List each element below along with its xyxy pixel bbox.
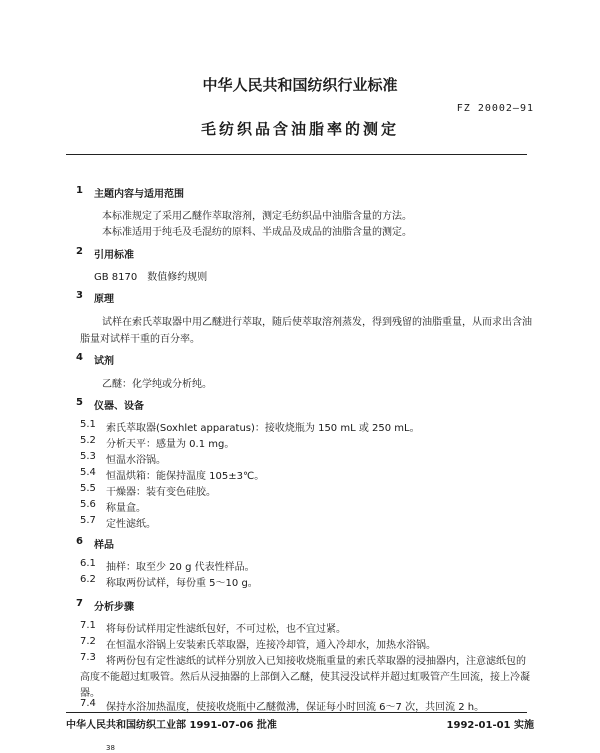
section-7-title: 分析步骤 (94, 602, 134, 613)
section-7-number: 7 (76, 598, 83, 609)
clause-text: 在恒温水浴锅上安装索氏萃取器，连接冷却管，通入冷却水，加热水浴锅。 (106, 640, 436, 651)
section-3-title: 原理 (94, 294, 114, 305)
clause-number: 5.5 (80, 483, 96, 494)
clause-text: 称取两份试样，每份重 5～10 g。 (106, 578, 258, 589)
page-number: 38 (106, 744, 115, 752)
clause-text: 抽样：取至少 20 g 代表性样品。 (106, 562, 255, 573)
clause-text-continued: 高度不能超过虹吸管。然后从浸抽器的上部倒入乙醚，使其浸没试样并超过虹吸管产生回流，接上冷凝 (80, 672, 530, 683)
clause-number: 7.2 (80, 636, 96, 647)
section-4-title: 试剂 (94, 356, 114, 367)
clause-text: 保持水浴加热温度，使接收烧瓶中乙醚微沸，保证每小时回流 6～7 次，共回流 2 h。 (106, 702, 485, 713)
section-1-paragraph: 本标准规定了采用乙醚作萃取溶剂，测定毛纺织品中油脂含量的方法。 (102, 211, 412, 222)
section-5-title: 仪器、设备 (94, 401, 144, 412)
section-6-title: 样品 (94, 540, 114, 551)
clause-text: 干燥器：装有变色硅胶。 (106, 487, 216, 498)
clause-number: 5.2 (80, 435, 96, 446)
section-1-paragraph: 本标准适用于纯毛及毛混纺的原料、半成品及成品的油脂含量的测定。 (102, 227, 412, 238)
section-4-paragraph: 乙醚：化学纯或分析纯。 (102, 379, 212, 390)
clause-number: 5.6 (80, 499, 96, 510)
clause-number: 5.4 (80, 467, 96, 478)
standard-code: FZ 20002—91 (456, 103, 534, 114)
clause-text: 索氏萃取器(Soxhlet apparatus)：接收烧瓶为 150 mL 或 250 mL。 (106, 423, 420, 434)
clause-number: 5.7 (80, 515, 96, 526)
approval-line: 中华人民共和国纺织工业部 1991-07-06 批准 (66, 720, 277, 731)
clause-text: 将每份试样用定性滤纸包好，不可过松，也不宜过紧。 (106, 624, 346, 635)
clause-number: 6.2 (80, 574, 96, 585)
section-3-paragraph: 脂量对试样干重的百分率。 (80, 334, 200, 345)
reference-standard: GB 8170 数值修约规则 (94, 272, 208, 283)
clause-number: 6.1 (80, 558, 96, 569)
section-6-number: 6 (76, 536, 83, 547)
clause-number: 7.1 (80, 620, 96, 631)
section-3-paragraph: 试样在索氏萃取器中用乙醚进行萃取，随后使萃取溶剂蒸发，得到残留的油脂重量，从而求出含油 (102, 317, 532, 328)
clause-text: 称量盒。 (106, 503, 146, 514)
clause-number: 7.3 (80, 652, 96, 663)
section-1-number: 1 (76, 185, 83, 196)
clause-text: 分析天平：感量为 0.1 mg。 (106, 439, 235, 450)
clause-text: 将两份包有定性滤纸的试样分别放入已知接收烧瓶重量的索氏萃取器的浸抽器内，注意滤纸包的 (106, 656, 526, 667)
standard-category-heading: 中华人民共和国纺织行业标准 (202, 76, 398, 94)
document-title: 毛纺织品含油脂率的测定 (200, 120, 399, 138)
footer-divider (66, 712, 527, 713)
section-5-number: 5 (76, 397, 83, 408)
header-divider (66, 154, 527, 155)
section-1-title: 主题内容与适用范围 (94, 189, 184, 200)
clause-number: 5.3 (80, 451, 96, 462)
implementation-date: 1992-01-01 实施 (446, 720, 534, 731)
section-3-number: 3 (76, 290, 83, 301)
clause-text: 定性滤纸。 (106, 519, 156, 530)
clause-number: 5.1 (80, 419, 96, 430)
clause-text: 恒温水浴锅。 (106, 455, 166, 466)
section-4-number: 4 (76, 352, 83, 363)
clause-text-continued: 器。 (80, 688, 100, 699)
section-2-number: 2 (76, 246, 83, 257)
clause-text: 恒温烘箱：能保持温度 105±3℃。 (106, 471, 265, 482)
section-2-title: 引用标准 (94, 250, 134, 261)
clause-number: 7.4 (80, 698, 96, 709)
